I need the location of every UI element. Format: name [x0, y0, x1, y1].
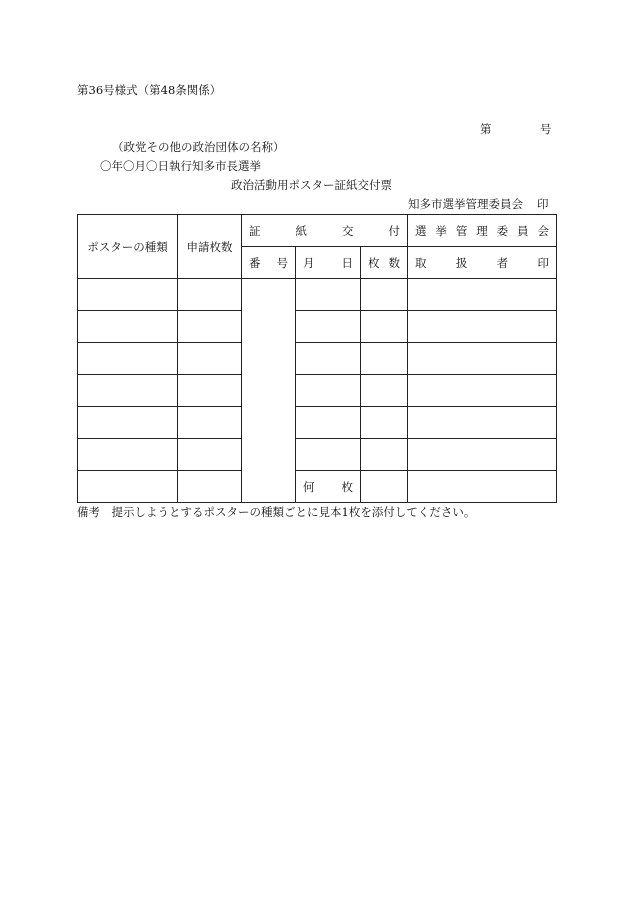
number-label-go: 号 [540, 122, 552, 136]
party-name: （政党その他の政治団体の名称） [112, 140, 285, 154]
cell-handler[interactable] [408, 375, 557, 407]
cell-apply-count[interactable] [178, 343, 242, 375]
cell-date[interactable] [296, 439, 361, 471]
cell-handler[interactable] [408, 439, 557, 471]
table-row [78, 407, 557, 439]
header-shoshi-kofu: 証 紙 交 付 [242, 215, 408, 247]
form-number: 第36号様式（第48条関係） [77, 83, 222, 97]
cell-count[interactable] [361, 375, 408, 407]
header-apply-count: 申請枚数 [178, 215, 242, 279]
header-date: 月 日 [296, 247, 361, 279]
cell-handler[interactable] [408, 279, 557, 311]
cell-poster-type[interactable] [78, 343, 178, 375]
form-title: 政治活動用ポスター証紙交付票 [231, 178, 392, 192]
cell-apply-count[interactable] [178, 439, 242, 471]
cell-poster-type[interactable] [78, 471, 178, 503]
cell-poster-type[interactable] [78, 439, 178, 471]
table-row [78, 343, 557, 375]
table-row [78, 439, 557, 471]
cell-apply-count[interactable] [178, 407, 242, 439]
cell-date[interactable] [296, 343, 361, 375]
cell-apply-count[interactable] [178, 311, 242, 343]
cell-count[interactable] [361, 311, 408, 343]
committee-name [408, 199, 549, 211]
cell-poster-type[interactable] [78, 311, 178, 343]
cell-date[interactable] [296, 279, 361, 311]
cell-apply-count[interactable] [178, 375, 242, 407]
cell-handler[interactable] [408, 471, 557, 503]
cell-count[interactable] [361, 439, 408, 471]
cell-count[interactable] [361, 279, 408, 311]
election-name: 〇年〇月〇日執行知多市長選挙 [100, 159, 261, 173]
issuance-table [77, 214, 557, 503]
header-count: 枚 数 [361, 247, 408, 279]
cell-handler[interactable] [408, 311, 557, 343]
cell-apply-count[interactable] [178, 279, 242, 311]
cell-count[interactable] [361, 407, 408, 439]
header-committee: 選 挙 管 理 委 員 会 [408, 215, 557, 247]
cell-count[interactable] [361, 343, 408, 375]
table-row [78, 375, 557, 407]
table-row-last [78, 471, 557, 503]
committee-label: 知多市選挙管理委員会 [408, 197, 523, 211]
cell-handler[interactable] [408, 343, 557, 375]
header-row-1 [78, 215, 557, 247]
table-row [78, 279, 557, 311]
cell-apply-count[interactable] [178, 471, 242, 503]
cell-number-merged[interactable] [242, 279, 296, 503]
committee-seal: 印 [537, 197, 549, 211]
cell-count[interactable] [361, 471, 408, 503]
header-poster-type: ポスターの種類 [78, 215, 178, 279]
number-label-dai: 第 [480, 122, 492, 136]
cell-poster-type[interactable] [78, 375, 178, 407]
header-number: 番 号 [242, 247, 296, 279]
cell-handler[interactable] [408, 407, 557, 439]
note: 備考 提示しようとするポスターの種類ごとに見本1枚を添付してください。 [77, 505, 476, 519]
header-handler: 取 扱 者 印 [408, 247, 557, 279]
cell-date[interactable] [296, 407, 361, 439]
cell-date[interactable] [296, 375, 361, 407]
cell-total-label: 何 枚 [296, 471, 361, 503]
cell-poster-type[interactable] [78, 279, 178, 311]
cell-poster-type[interactable] [78, 407, 178, 439]
cell-date[interactable] [296, 311, 361, 343]
table-row [78, 311, 557, 343]
